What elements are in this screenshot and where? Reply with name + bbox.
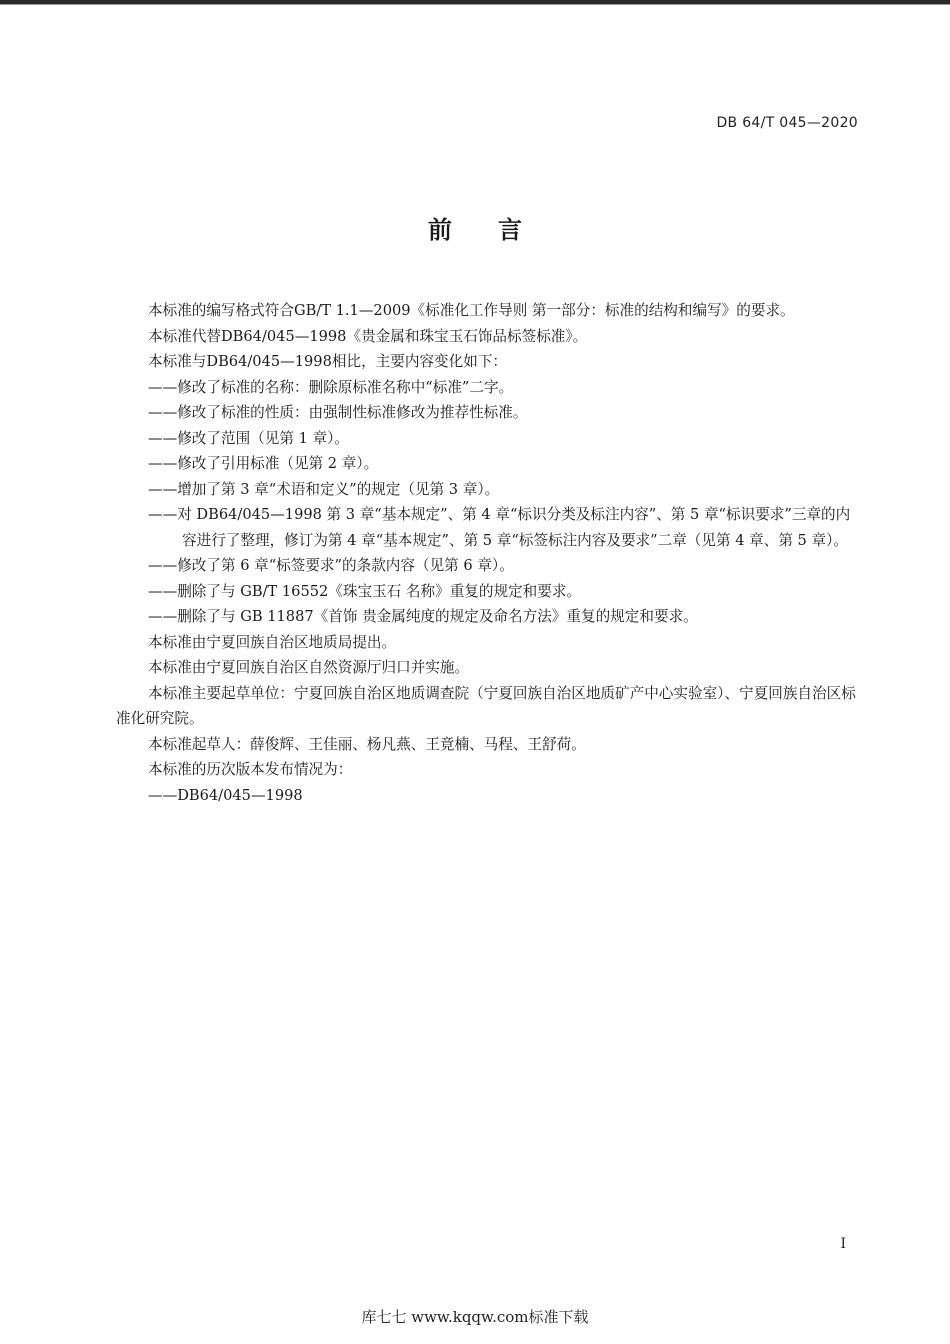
change-list-item: ——删除了与 GB 11887《首饰 贵金属纯度的规定及命名方法》重复的规定和要求。 — [148, 608, 698, 625]
version-history-item: ——DB64/045—1998 — [148, 786, 303, 804]
paragraph: 本标准的编写格式符合GB/T 1.1—2009《标准化工作导则 第一部分：标准的结构和编写》的要求。 — [148, 302, 795, 319]
paragraph: 本标准由宁夏回族自治区自然资源厅归口并实施。 — [148, 659, 470, 676]
change-list-item: ——修改了标准的名称：删除原标准名称中“标准”二字。 — [148, 378, 514, 396]
standard-code: DB 64/T 045—2020 — [716, 115, 858, 131]
paragraph: 本标准与DB64/045—1998相比，主要内容变化如下： — [148, 353, 508, 370]
paragraph: 本标准代替DB64/045—1998《贵金属和珠宝玉石饰品标签标准》。 — [148, 327, 588, 345]
change-list-item: ——增加了第 3 章“术语和定义”的规定（见第 3 章）。 — [148, 480, 500, 498]
paragraph: 本标准的历次版本发布情况为： — [148, 761, 353, 778]
change-list-item: ——删除了与 GB/T 16552《珠宝玉石 名称》重复的规定和要求。 — [148, 582, 582, 600]
paragraph: 本标准由宁夏回族自治区地质局提出。 — [148, 633, 397, 651]
footer-watermark: 库七七 www.kqqw.com标准下载 — [361, 1308, 589, 1326]
foreword-body — [116, 298, 860, 808]
paragraph: 本标准起草人：薛俊辉、王佳丽、杨凡燕、王竟楠、马程、王舒荷。 — [148, 735, 586, 753]
change-list-item: ——修改了标准的性质：由强制性标准修改为推荐性标准。 — [148, 404, 528, 421]
change-list-item: ——修改了第 6 章“标签要求”的条款内容（见第 6 章）。 — [148, 557, 514, 574]
top-border-shadow — [0, 4, 950, 5]
page-number: I — [840, 1236, 846, 1252]
change-list-item: ——对 DB64/045—1998 第 3 章“基本规定”、第 4 章“标识分类及标注内容”、第 5 章“标识要求”三章的内容进行了整理，修订为第 4 章“基本规定”、第 5 章“标签标注内容及要求”二章（见第 4 章、第 5 章）。 — [148, 506, 851, 549]
change-list-item: ——修改了范围（见第 1 章）。 — [148, 429, 349, 447]
paragraph: 本标准主要起草单位：宁夏回族自治区地质调查院（宁夏回族自治区地质矿产中心实验室）、宁夏回族自治区标准化研究院。 — [116, 684, 856, 727]
change-list-item: ——修改了引用标准（见第 2 章）。 — [148, 455, 379, 472]
page-title: 前言 — [428, 216, 568, 244]
